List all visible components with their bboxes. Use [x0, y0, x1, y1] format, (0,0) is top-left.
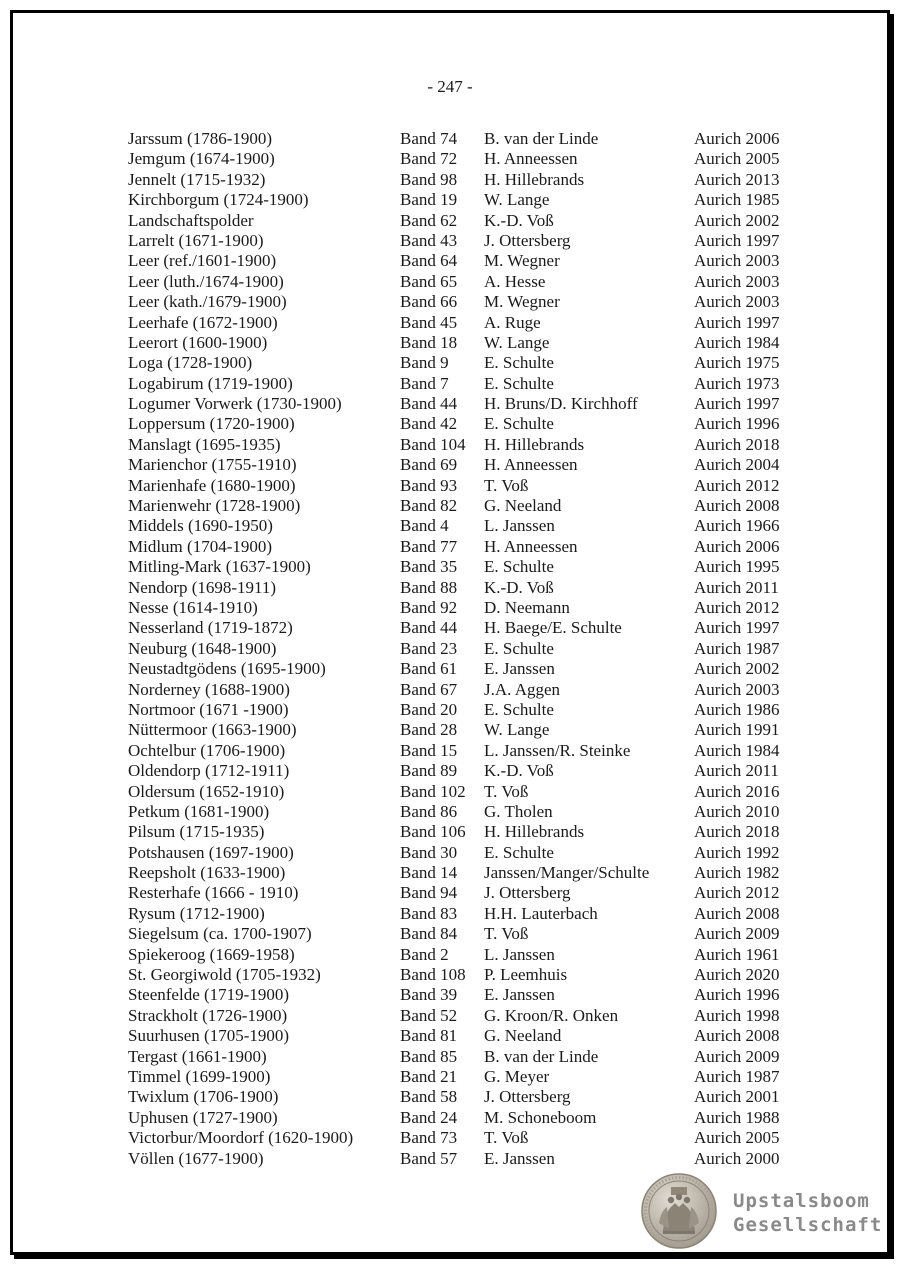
- entry-band: Band 52: [400, 1005, 458, 1025]
- entry-band: Band 77: [400, 536, 458, 556]
- list-item: [128, 170, 808, 190]
- entry-author: H. Hillebrands: [484, 434, 585, 454]
- entry-band: Band 44: [400, 618, 458, 638]
- entry-place: Twixlum (1706-1900): [128, 1087, 279, 1107]
- entry-author: P. Leemhuis: [484, 965, 568, 985]
- entry-publication: Aurich 1982: [694, 863, 780, 883]
- entry-publication: Aurich 2005: [694, 149, 780, 169]
- entry-author: A. Hesse: [484, 271, 546, 291]
- entry-place: Larrelt (1671-1900): [128, 230, 264, 250]
- entry-publication: Aurich 1992: [694, 842, 780, 862]
- list-item: [128, 129, 808, 149]
- entry-band: Band 44: [400, 394, 458, 414]
- list-item: [128, 659, 808, 679]
- entry-band: Band 74: [400, 129, 458, 148]
- entry-place: Timmel (1699-1900): [128, 1066, 271, 1086]
- entry-place: Potshausen (1697-1900): [128, 842, 294, 862]
- entry-band: Band 18: [400, 332, 458, 352]
- entry-publication: Aurich 2016: [694, 781, 780, 801]
- list-item: [128, 782, 808, 802]
- entry-place: Ochtelbur (1706-1900): [128, 740, 286, 760]
- entry-author: G. Neeland: [484, 1026, 562, 1046]
- entry-author: B. van der Linde: [484, 129, 599, 148]
- entry-band: Band 30: [400, 842, 458, 862]
- entry-place: Neustadtgödens (1695-1900): [128, 659, 326, 679]
- page-number: - 247 -: [427, 77, 473, 96]
- entry-band: Band 19: [400, 190, 458, 210]
- entry-author: B. van der Linde: [484, 1046, 599, 1066]
- entry-band: Band 66: [400, 292, 458, 312]
- entry-place: Oldersum (1652-1910): [128, 781, 285, 801]
- entry-place: Marienchor (1755-1910): [128, 455, 297, 475]
- entry-publication: Aurich 2005: [694, 1128, 780, 1148]
- entry-publication: Aurich 2000: [694, 1148, 780, 1168]
- entry-band: Band 65: [400, 271, 458, 291]
- entry-author: E. Schulte: [484, 414, 554, 434]
- parish-register-list: [128, 129, 808, 1169]
- entry-author: E. Schulte: [484, 557, 554, 577]
- entry-publication: Aurich 2013: [694, 169, 780, 189]
- entry-band: Band 106: [400, 822, 466, 842]
- entry-publication: Aurich 1987: [694, 638, 780, 658]
- entry-author: D. Neemann: [484, 597, 570, 617]
- entry-publication: Aurich 2012: [694, 883, 780, 903]
- entry-band: Band 58: [400, 1087, 458, 1107]
- entry-band: Band 20: [400, 699, 458, 719]
- entry-author: E. Schulte: [484, 699, 554, 719]
- entry-author: W. Lange: [484, 190, 550, 210]
- entry-publication: Aurich 1988: [694, 1107, 780, 1127]
- entry-place: Midlum (1704-1900): [128, 536, 273, 556]
- entry-place: St. Georgiwold (1705-1932): [128, 965, 321, 985]
- entry-place: Nendorp (1698-1911): [128, 577, 277, 597]
- list-item: [128, 639, 808, 659]
- society-seal-icon: [641, 1173, 717, 1249]
- list-item: [128, 211, 808, 231]
- entry-publication: Aurich 1984: [694, 332, 780, 352]
- entry-place: Suurhusen (1705-1900): [128, 1026, 290, 1046]
- entry-band: Band 73: [400, 1128, 458, 1148]
- entry-author: T. Voß: [484, 781, 529, 801]
- entry-author: T. Voß: [484, 1128, 529, 1148]
- entry-band: Band 88: [400, 577, 458, 597]
- entry-band: Band 84: [400, 924, 458, 944]
- list-item: [128, 231, 808, 251]
- entry-author: G. Meyer: [484, 1066, 550, 1086]
- entry-publication: Aurich 2009: [694, 1046, 780, 1066]
- entry-author: K.-D. Voß: [484, 577, 554, 597]
- entry-publication: Aurich 1996: [694, 985, 780, 1005]
- entry-place: Loppersum (1720-1900): [128, 414, 295, 434]
- entry-author: M. Wegner: [484, 292, 560, 312]
- entry-place: Spiekeroog (1669-1958): [128, 944, 295, 964]
- entry-publication: Aurich 2006: [694, 129, 780, 148]
- entry-band: Band 102: [400, 781, 466, 801]
- list-item: [128, 1128, 808, 1148]
- list-item: [128, 435, 808, 455]
- entry-publication: Aurich 2012: [694, 475, 780, 495]
- list-item: [128, 741, 808, 761]
- entry-publication: Aurich 2018: [694, 434, 780, 454]
- entry-publication: Aurich 2003: [694, 271, 780, 291]
- society-logo: [641, 1173, 891, 1253]
- entry-publication: Aurich 2003: [694, 251, 780, 271]
- entry-author: E. Schulte: [484, 373, 554, 393]
- entry-author: J. Ottersberg: [484, 1087, 571, 1107]
- list-item: [128, 251, 808, 271]
- entry-author: G. Kroon/R. Onken: [484, 1005, 619, 1025]
- entry-publication: Aurich 2008: [694, 1026, 780, 1046]
- entry-band: Band 67: [400, 679, 458, 699]
- entry-band: Band 2: [400, 944, 449, 964]
- entry-author: Janssen/Manger/Schulte: [484, 863, 650, 883]
- entry-band: Band 93: [400, 475, 458, 495]
- entry-band: Band 104: [400, 434, 466, 454]
- entry-publication: Aurich 1996: [694, 414, 780, 434]
- entry-place: Pilsum (1715-1935): [128, 822, 265, 842]
- list-item: [128, 333, 808, 353]
- entry-place: Marienwehr (1728-1900): [128, 496, 301, 516]
- entry-band: Band 23: [400, 638, 458, 658]
- entry-author: H. Baege/E. Schulte: [484, 618, 622, 638]
- entry-author: K.-D. Voß: [484, 210, 554, 230]
- entry-band: Band 98: [400, 169, 458, 189]
- entry-author: K.-D. Voß: [484, 761, 554, 781]
- entry-place: Petkum (1681-1900): [128, 801, 270, 821]
- entry-band: Band 94: [400, 883, 458, 903]
- entry-publication: Aurich 1975: [694, 353, 780, 373]
- entry-author: W. Lange: [484, 332, 550, 352]
- list-item: [128, 292, 808, 312]
- entry-place: Uphusen (1727-1900): [128, 1107, 278, 1127]
- entry-band: Band 43: [400, 230, 458, 250]
- entry-place: Leer (luth./1674-1900): [128, 271, 284, 291]
- entry-publication: Aurich 2008: [694, 496, 780, 516]
- list-item: [128, 394, 808, 414]
- list-item: [128, 557, 808, 577]
- entry-band: Band 14: [400, 863, 458, 883]
- entry-author: T. Voß: [484, 475, 529, 495]
- entry-author: H. Hillebrands: [484, 822, 585, 842]
- list-item: [128, 374, 808, 394]
- list-item: [128, 945, 808, 965]
- list-item: [128, 353, 808, 373]
- entry-place: Völlen (1677-1900): [128, 1148, 264, 1168]
- list-item: [128, 516, 808, 536]
- entry-band: Band 35: [400, 557, 458, 577]
- entry-band: Band 86: [400, 801, 458, 821]
- entry-publication: Aurich 2002: [694, 659, 780, 679]
- entry-publication: Aurich 2018: [694, 822, 780, 842]
- entry-band: Band 64: [400, 251, 458, 271]
- entry-author: A. Ruge: [484, 312, 541, 332]
- entry-publication: Aurich 2011: [694, 577, 779, 597]
- entry-band: Band 42: [400, 414, 458, 434]
- entry-author: L. Janssen/R. Steinke: [484, 740, 631, 760]
- entry-publication: Aurich 1998: [694, 1005, 780, 1025]
- entry-band: Band 81: [400, 1026, 458, 1046]
- list-item: [128, 761, 808, 781]
- entry-publication: Aurich 2009: [694, 924, 780, 944]
- entry-band: Band 15: [400, 740, 458, 760]
- entry-band: Band 21: [400, 1066, 458, 1086]
- entry-place: Middels (1690-1950): [128, 516, 273, 536]
- entry-band: Band 24: [400, 1107, 458, 1127]
- document-page: [10, 10, 890, 1255]
- logo-title-line1: Upstalsboom: [733, 1190, 870, 1212]
- list-item: [128, 1067, 808, 1087]
- entry-band: Band 62: [400, 210, 458, 230]
- entry-band: Band 82: [400, 496, 458, 516]
- entry-place: Steenfelde (1719-1900): [128, 985, 289, 1005]
- list-item: [128, 1087, 808, 1107]
- list-item: [128, 720, 808, 740]
- entry-place: Loga (1728-1900): [128, 353, 253, 373]
- entry-place: Norderney (1688-1900): [128, 679, 290, 699]
- entry-author: M. Schoneboom: [484, 1107, 597, 1127]
- entry-author: H. Anneessen: [484, 455, 578, 475]
- list-item: [128, 618, 808, 638]
- entry-band: Band 39: [400, 985, 458, 1005]
- entry-author: E. Janssen: [484, 1148, 555, 1168]
- list-item: [128, 1149, 808, 1169]
- entry-publication: Aurich 2002: [694, 210, 780, 230]
- entry-publication: Aurich 2008: [694, 903, 780, 923]
- entry-place: Tergast (1661-1900): [128, 1046, 267, 1066]
- list-item: [128, 455, 808, 475]
- entry-author: G. Tholen: [484, 801, 553, 821]
- list-item: [128, 985, 808, 1005]
- entry-place: Landschaftspolder: [128, 210, 254, 230]
- entry-place: Jarssum (1786-1900): [128, 129, 273, 148]
- list-item: [128, 313, 808, 333]
- list-item: [128, 578, 808, 598]
- entry-author: T. Voß: [484, 924, 529, 944]
- entry-publication: Aurich 1987: [694, 1066, 780, 1086]
- entry-place: Leerort (1600-1900): [128, 332, 268, 352]
- entry-author: H. Anneessen: [484, 149, 578, 169]
- entry-band: Band 9: [400, 353, 449, 373]
- entry-author: L. Janssen: [484, 516, 555, 536]
- entry-publication: Aurich 1986: [694, 699, 780, 719]
- list-item: [128, 680, 808, 700]
- entry-author: H.H. Lauterbach: [484, 903, 598, 923]
- list-item: [128, 863, 808, 883]
- list-item: [128, 802, 808, 822]
- entry-band: Band 28: [400, 720, 458, 740]
- entry-author: G. Neeland: [484, 496, 562, 516]
- entry-place: Manslagt (1695-1935): [128, 434, 281, 454]
- entry-band: Band 92: [400, 597, 458, 617]
- entry-publication: Aurich 2011: [694, 761, 779, 781]
- entry-band: Band 4: [400, 516, 449, 536]
- entry-place: Siegelsum (ca. 1700-1907): [128, 924, 312, 944]
- list-item: [128, 1006, 808, 1026]
- entry-author: J.A. Aggen: [484, 679, 561, 699]
- list-item: [128, 272, 808, 292]
- entry-place: Nüttermoor (1663-1900): [128, 720, 297, 740]
- entry-author: M. Wegner: [484, 251, 560, 271]
- list-item: [128, 190, 808, 210]
- entry-place: Leer (kath./1679-1900): [128, 292, 287, 312]
- entry-place: Kirchborgum (1724-1900): [128, 190, 309, 210]
- list-item: [128, 1026, 808, 1046]
- entry-publication: Aurich 2003: [694, 679, 780, 699]
- entry-place: Nortmoor (1671 -1900): [128, 699, 289, 719]
- list-item: [128, 476, 808, 496]
- entry-publication: Aurich 2004: [694, 455, 780, 475]
- entry-place: Victorbur/Moordorf (1620-1900): [128, 1128, 354, 1148]
- entry-place: Logabirum (1719-1900): [128, 373, 293, 393]
- entry-publication: Aurich 2003: [694, 292, 780, 312]
- entry-place: Marienhafe (1680-1900): [128, 475, 296, 495]
- entry-author: E. Schulte: [484, 353, 554, 373]
- list-item: [128, 843, 808, 863]
- list-item: [128, 700, 808, 720]
- entry-publication: Aurich 2001: [694, 1087, 780, 1107]
- entry-author: E. Janssen: [484, 659, 555, 679]
- entry-author: E. Janssen: [484, 985, 555, 1005]
- entry-place: Nesserland (1719-1872): [128, 618, 293, 638]
- list-item: [128, 414, 808, 434]
- entry-place: Oldendorp (1712-1911): [128, 761, 290, 781]
- list-item: [128, 1047, 808, 1067]
- entry-publication: Aurich 1991: [694, 720, 780, 740]
- entry-publication: Aurich 1966: [694, 516, 780, 536]
- entry-publication: Aurich 2020: [694, 965, 780, 985]
- entry-band: Band 72: [400, 149, 458, 169]
- logo-title-line2: Gesellschaft: [733, 1214, 883, 1236]
- list-item: [128, 883, 808, 903]
- list-item: [128, 537, 808, 557]
- entry-publication: Aurich 1997: [694, 312, 780, 332]
- entry-author: L. Janssen: [484, 944, 555, 964]
- entry-publication: Aurich 1997: [694, 394, 780, 414]
- entry-author: H. Bruns/D. Kirchhoff: [484, 394, 638, 414]
- entry-place: Logumer Vorwerk (1730-1900): [128, 394, 342, 414]
- entry-band: Band 108: [400, 965, 466, 985]
- list-item: [128, 149, 808, 169]
- entry-author: J. Ottersberg: [484, 883, 571, 903]
- list-item: [128, 496, 808, 516]
- entry-publication: Aurich 1973: [694, 373, 780, 393]
- list-item: [128, 904, 808, 924]
- entry-author: E. Schulte: [484, 842, 554, 862]
- entry-place: Strackholt (1726-1900): [128, 1005, 288, 1025]
- entry-place: Rysum (1712-1900): [128, 903, 265, 923]
- entry-author: H. Hillebrands: [484, 169, 585, 189]
- entry-band: Band 85: [400, 1046, 458, 1066]
- list-item: [128, 1108, 808, 1128]
- entry-place: Resterhafe (1666 - 1910): [128, 883, 299, 903]
- entry-place: Reepsholt (1633-1900): [128, 863, 286, 883]
- entry-place: Leer (ref./1601-1900): [128, 251, 277, 271]
- entry-place: Neuburg (1648-1900): [128, 638, 277, 658]
- entry-band: Band 69: [400, 455, 458, 475]
- entry-publication: Aurich 1984: [694, 740, 780, 760]
- entry-place: Jennelt (1715-1932): [128, 169, 266, 189]
- entry-publication: Aurich 2012: [694, 597, 780, 617]
- entry-author: W. Lange: [484, 720, 550, 740]
- entry-publication: Aurich 2006: [694, 536, 780, 556]
- entry-publication: Aurich 1995: [694, 557, 780, 577]
- entry-publication: Aurich 1997: [694, 230, 780, 250]
- list-item: [128, 598, 808, 618]
- entry-publication: Aurich 1997: [694, 618, 780, 638]
- entry-place: Jemgum (1674-1900): [128, 149, 275, 169]
- entry-place: Leerhafe (1672-1900): [128, 312, 278, 332]
- list-item: [128, 965, 808, 985]
- list-item: [128, 822, 808, 842]
- entry-publication: Aurich 2010: [694, 801, 780, 821]
- list-item: [128, 924, 808, 944]
- entry-author: J. Ottersberg: [484, 230, 571, 250]
- entry-band: Band 83: [400, 903, 458, 923]
- entry-author: H. Anneessen: [484, 536, 578, 556]
- entry-place: Nesse (1614-1910): [128, 597, 258, 617]
- entry-band: Band 45: [400, 312, 458, 332]
- entry-publication: Aurich 1985: [694, 190, 780, 210]
- entry-band: Band 89: [400, 761, 458, 781]
- entry-band: Band 61: [400, 659, 458, 679]
- entry-band: Band 57: [400, 1148, 458, 1168]
- entry-author: E. Schulte: [484, 638, 554, 658]
- entry-band: Band 7: [400, 373, 449, 393]
- entry-place: Mitling-Mark (1637-1900): [128, 557, 311, 577]
- entry-publication: Aurich 1961: [694, 944, 780, 964]
